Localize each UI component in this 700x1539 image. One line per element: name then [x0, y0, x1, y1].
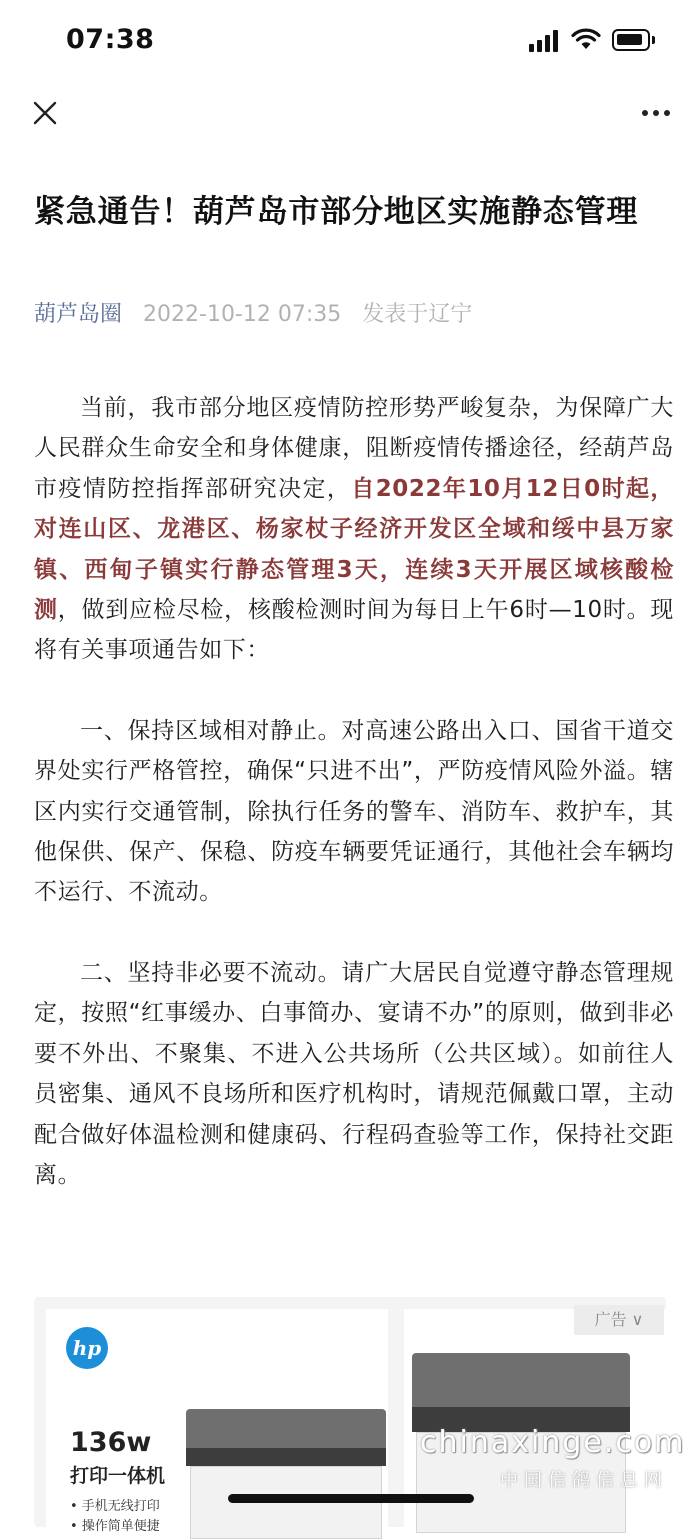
ad-product: 打印一体机 [70, 1465, 166, 1487]
account-name-link[interactable]: 葫芦岛圈 [34, 302, 123, 327]
paragraph-intro-text-a: 当前，我市部分地区疫情防控形势严峻复杂，为保障广大人民群众生命安全和身体健康，阻断疫情传播途径，经葫芦岛市疫情防控指挥部研究决定， [34, 395, 674, 502]
paragraph-intro-emphasis: 自2022年10月12日0时起，对连山区、龙港区、杨家杖子经济开发区全域和绥中县万家镇、西甸子镇实行静态管理3天，连续3天开展区域核酸检测 [34, 475, 674, 624]
ad-banner[interactable] [34, 1297, 666, 1534]
ad-tag-dropdown[interactable]: 广告 ∨ [574, 1305, 664, 1335]
home-indicator [228, 1494, 474, 1503]
paragraph-intro [34, 388, 674, 671]
ad-card-left[interactable] [46, 1309, 388, 1539]
printer-image [186, 1409, 386, 1539]
battery-icon [612, 29, 656, 51]
article-title: 紧急通告！葫芦岛市部分地区实施静态管理 [34, 194, 639, 230]
paragraph-item-1: 一、保持区域相对静止。对高速公路出入口、国省干道交界处实行严格管控，确保“只进不出”，严防疫情风险外溢。辖区内实行交通管制，除执行任务的警车、消防车、救护车，其他保供、保产、保稳、防疫车辆要凭证通行，其他社会车辆均不运行、不流动。 [34, 717, 674, 906]
cellular-signal-icon [529, 30, 559, 52]
ad-card-right[interactable] [404, 1309, 666, 1539]
watermark: chinaxinge.com [420, 1425, 686, 1460]
status-time: 07:38 [66, 24, 155, 55]
close-icon[interactable] [30, 98, 60, 128]
article-meta [34, 300, 472, 330]
watermark-subtitle: 中国信鸽信息网 [500, 1470, 668, 1491]
publish-location: 发表于辽宁 [362, 302, 473, 327]
ad-model: 136w [70, 1427, 152, 1458]
nav-bar [0, 80, 700, 150]
paragraph-intro-text-b: ，做到应检尽检，核酸检测时间为每日上午6时—10时。现将有关事项通告如下： [34, 597, 674, 664]
paragraph-item-2: 二、坚持非必要不流动。请广大居民自觉遵守静态管理规定，按照“红事缓办、白事简办、宴请不办”的原则，做到非必要不外出、不聚集、不进入公共场所（公共区域）。如前往人员密集、通风不良场所和医疗机构时，请规范佩戴口罩，主动配合做好体温检测和健康码、行程码查验等工作，保持社交距离。 [34, 959, 674, 1188]
ad-feature: • 操作简单便捷 [70, 1519, 160, 1534]
status-bar [0, 0, 700, 80]
publish-time: 2022-10-12 07:35 [143, 302, 342, 327]
hp-logo: hp [66, 1327, 108, 1369]
more-options-icon[interactable] [640, 108, 672, 118]
ad-feature: • 手机无线打印 [70, 1499, 160, 1514]
wifi-icon [571, 27, 601, 51]
article-body [34, 388, 674, 1195]
